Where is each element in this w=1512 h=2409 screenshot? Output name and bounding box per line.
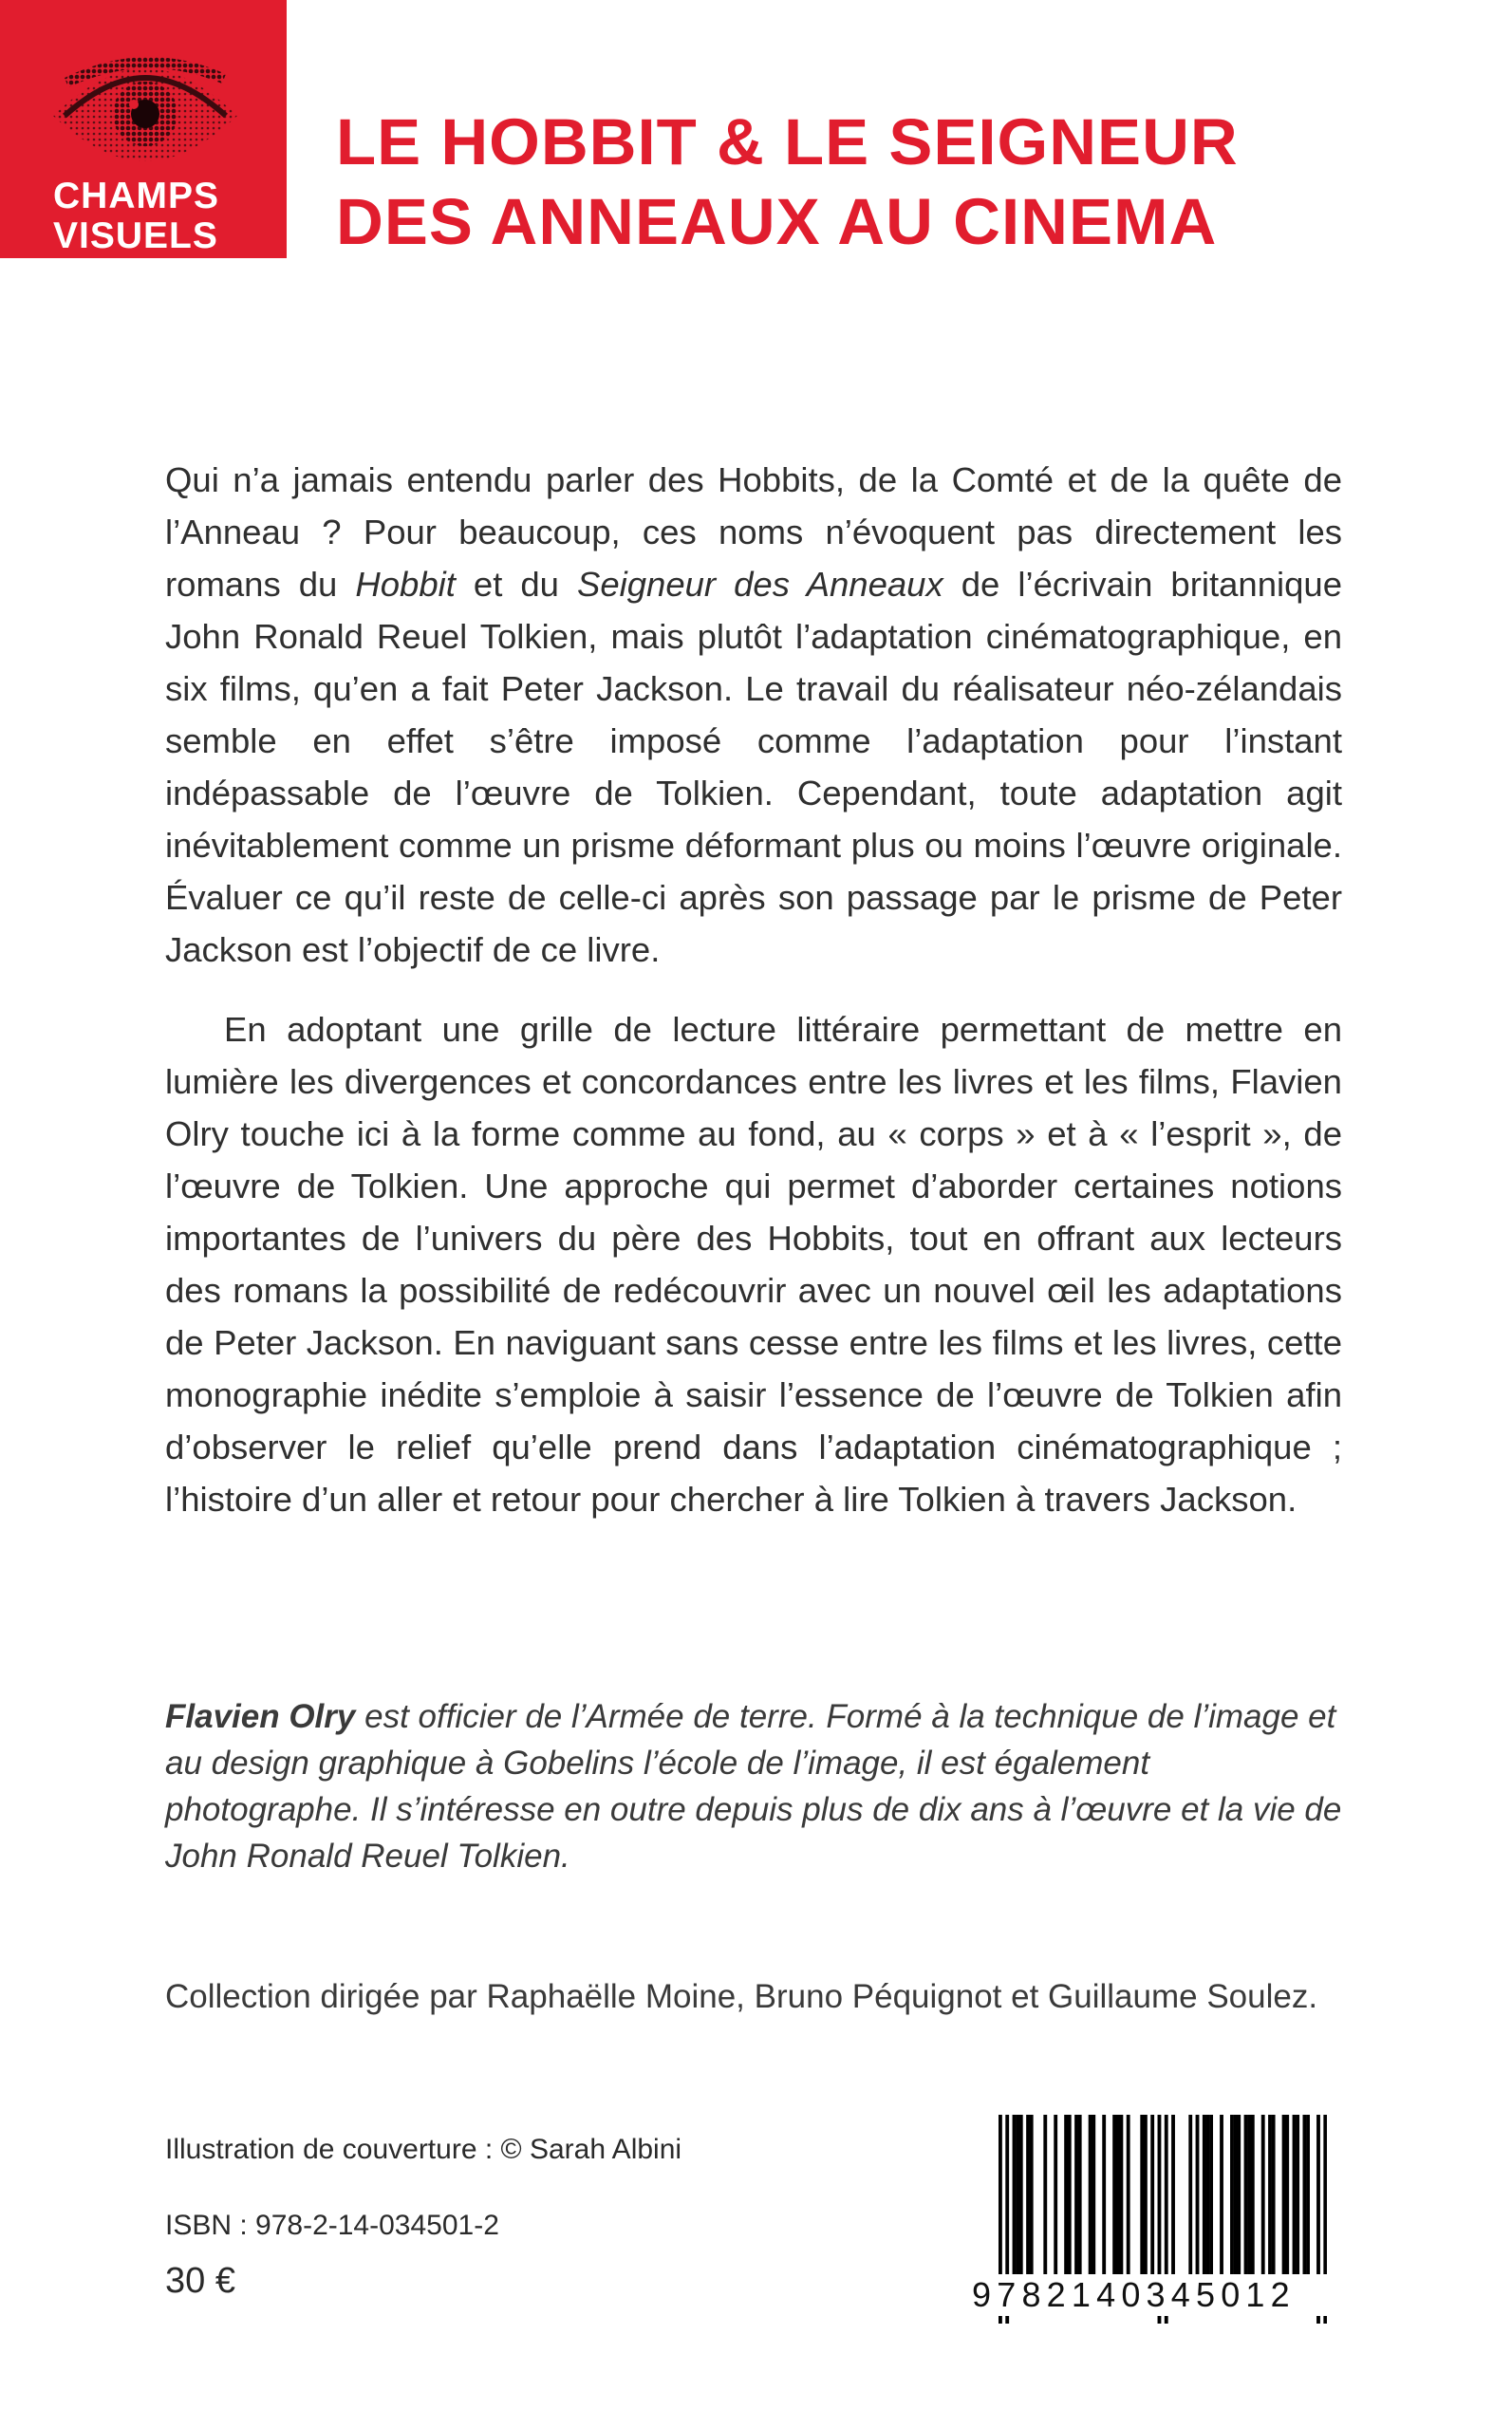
barcode-bar [1230, 2115, 1234, 2274]
barcode-bar [1054, 2115, 1057, 2274]
barcode-bar [1203, 2115, 1206, 2274]
logo-line-1: CHAMPS [53, 176, 220, 216]
barcode-bar [1220, 2115, 1223, 2274]
barcode-bar [1092, 2115, 1095, 2274]
barcode-bar [1293, 2115, 1297, 2274]
barcode-bar [1285, 2115, 1289, 2274]
para1-text-3: de l’écrivain britannique John Ronald Reuel Tolkien, mais plutôt l’adaptation cinématographique, en six films, qu’en a fait Peter Jackson. Le travail du réalisateur néo-zélandais semble en effet s’être imposé comme l’adaptation pour l’instant indépassable de l’œuvre de Tolkien. Cependant, toute adaptation agit inévitablement comme un prisme déformant plus ou moins l’œuvre originale. Évaluer ce qu’il reste de celle-ci après son passage par le prisme de Peter Jackson est l’objectif de ce livre. [165, 565, 1343, 969]
book-title [336, 103, 1239, 262]
barcode-bar [1268, 2115, 1272, 2274]
para1-text-1: Qui n’a jamais entendu parler des Hobbits, de la Comté et de la quête de l’Anneau ? Pour beaucoup, ces noms n’évoquent pas directement les romans du [165, 460, 1342, 604]
author-name: Flavien Olry [165, 1698, 356, 1735]
eye-icon [46, 46, 245, 169]
logo-text [53, 177, 219, 256]
barcode-bar [1237, 2115, 1241, 2274]
logo-line-2: VISUELS [53, 215, 218, 256]
barcode-bar [1112, 2115, 1116, 2274]
title-line-1: LE HOBBIT & LE SEIGNEUR [336, 105, 1239, 178]
barcode-bar [1013, 2115, 1017, 2274]
barcode-bar [1030, 2115, 1034, 2274]
barcode-bar [1282, 2115, 1286, 2274]
summary-paragraph-1 [165, 454, 1342, 976]
barcode-bar [1102, 2115, 1106, 2274]
barcode-bar [1043, 2115, 1047, 2274]
barcode-bar [1016, 2115, 1019, 2274]
collection-logo [0, 0, 287, 258]
barcode-bar [1140, 2115, 1144, 2274]
barcode-bar [1296, 2115, 1299, 2274]
barcode-bar [1206, 2115, 1210, 2274]
barcode-bar [1209, 2115, 1213, 2274]
barcode-bar [1026, 2115, 1030, 2274]
barcode-bar [1247, 2115, 1251, 2274]
title-line-2: DES ANNEAUX AU CINEMA [336, 185, 1218, 258]
barcode-bar [1303, 2115, 1307, 2274]
barcode-bar [1119, 2115, 1123, 2274]
barcode-bar [1306, 2115, 1310, 2274]
summary-paragraph-2: En adoptant une grille de lecture littéraire permettant de mettre en lumière les divergences et concordances entre les livres et les films, Flavien Olry touche ici à la forme comme au fond, au « corps » et à « l’esprit », de l’œuvre de Tolkien. Une approche qui permet d’aborder certaines notions importantes de l’univers du père des Hobbits, tout en offrant aux lecteurs des romans la possibilité de redécouvrir avec un nouvel œil les adaptations de Peter Jackson. En naviguant sans cesse entre les films et les livres, cette monographie inédite s’emploie à saisir l’essence de l’œuvre de Tolkien afin d’observer le relief qu’elle prend dans l’adaptation cinématographique ; l’histoire d’un aller et retour pour chercher à lire Tolkien à travers Jackson. [165, 1010, 1342, 1519]
author-bio-text: est officier de l’Armée de terre. Formé à la technique de l’image et au design graphique à Gobelins l’école de l’image, il est également photographe. Il s’intéresse en outre depuis plus de dix ans à l’œuvre et la vie de John Ronald Reuel Tolkien. [165, 1698, 1342, 1875]
isbn: ISBN : 978-2-14-034501-2 [165, 2210, 499, 2241]
para1-italic-hobbit: Hobbit [355, 565, 456, 604]
price: 30 € [165, 2261, 235, 2301]
barcode-bar [1089, 2115, 1092, 2274]
barcode-bar [1234, 2115, 1238, 2274]
barcode-bar [1188, 2115, 1192, 2274]
collection-credit: Collection dirigée par Raphaëlle Moine, Bruno Péquignot et Guillaume Soulez. [165, 1978, 1318, 2015]
barcode-bar [1244, 2115, 1248, 2274]
barcode-bar [1127, 2115, 1130, 2274]
barcode-bar [1144, 2115, 1148, 2274]
barcode-bar [1261, 2115, 1265, 2274]
barcode-bar [1064, 2115, 1068, 2274]
illustration-credit: Illustration de couverture : © Sarah Albini [165, 2134, 682, 2165]
barcode-bar [1116, 2115, 1120, 2274]
barcode-bar [1272, 2115, 1276, 2274]
barcode-bar [1074, 2115, 1078, 2274]
barcode-digits: 9782140345012 [972, 2274, 1333, 2316]
barcode-bar [1068, 2115, 1072, 2274]
barcode-bar [1019, 2115, 1023, 2274]
author-bio [165, 1693, 1342, 1879]
barcode-bar [1150, 2115, 1154, 2274]
para1-text-2: et du [455, 565, 577, 604]
barcode-bar [1078, 2115, 1082, 2274]
barcode-bar [1251, 2115, 1255, 2274]
barcode-bar [1171, 2115, 1175, 2274]
barcode-bar [1196, 2115, 1200, 2274]
para1-italic-seigneur: Seigneur des Anneaux [576, 565, 943, 604]
